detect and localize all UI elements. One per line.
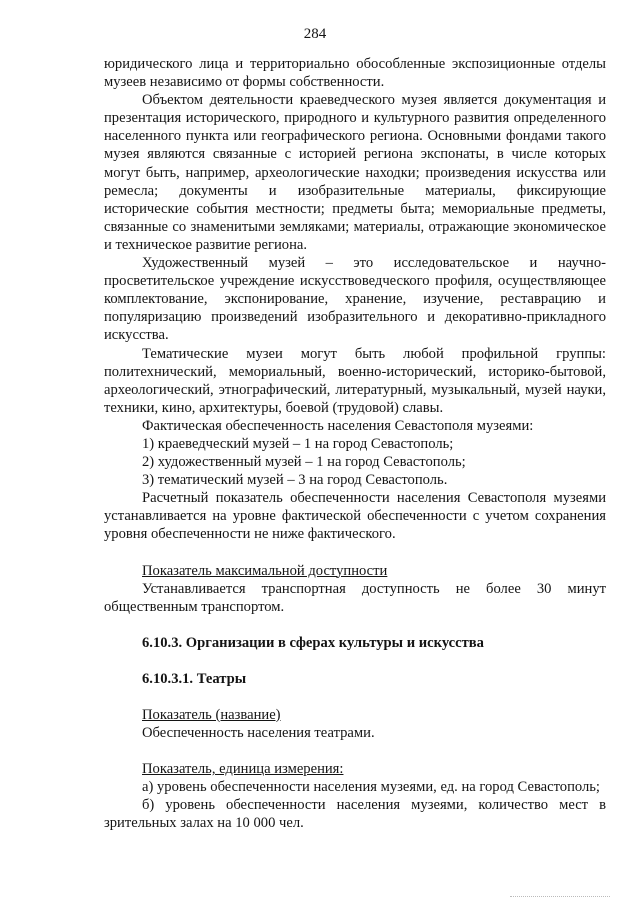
name-text: Обеспеченность населения театрами. — [142, 725, 375, 742]
paragraph-museum-ownership: юридического лица и территориально обособленные экспозиционные отделы музеев независимо от формы собственности. — [104, 56, 606, 91]
name-label-text: Показатель (название) — [142, 707, 281, 723]
paragraph-calculated-indicator: Расчетный показатель обеспеченности населения Севастополя музеями устанавливается на уровне фактической обеспеченности с учетом сохранения уровня обеспеченности не ниже фактического. — [104, 490, 606, 543]
paragraph-local-history-museum: Объектом деятельности краеведческого музея является документация и презентация исторического, природного и культурного развития определенного населенного пункта или географического региона. Основными фондами такого музея являются связанные с историей региона экспонаты, в числе которых могут быть, например, археологические находки; произведения искусства или ремесла; документы и изобразительные материалы, фиксирующие исторические события местности; предметы быта; мемориальные предметы, связанные со знаменитыми земляками; материалы, отражающие экономическое и техническое развитие региона. — [104, 92, 606, 253]
paragraph-actual-provision: Фактическая обеспеченность населения Севастополя музеями: — [142, 417, 534, 434]
unit-label — [104, 760, 606, 778]
paragraph-art-museum: Художественный музей – это исследовательское и научно-просветительское учреждение искусствоведческого профиля, осуществляющее комплектование, экспонирование, хранение, изучение, реставрацию и популяризацию произведений изобразительного и декоративно-прикладного искусства. — [104, 255, 606, 344]
section-heading: 6.10.3. Организации в сферах культуры и искусства — [142, 634, 484, 651]
spacer — [104, 544, 606, 562]
list-item-art-museum: 2) художественный музей – 1 на город Севастополь; — [142, 454, 466, 471]
spacer — [104, 688, 606, 706]
name-label — [104, 706, 606, 724]
paragraph-thematic-museums: Тематические музеи могут быть любой профильной группы: политехнический, мемориальный, военно-исторический, историко-бытовой, археологический, этнографический, литературный, музыкальный, музей науки, техники, кино, архитектуры, боевой (трудовой) славы. — [104, 345, 606, 416]
unit-item-a: а) уровень обеспеченности населения музеями, ед. на город Севастополь; — [142, 779, 600, 796]
spacer — [104, 616, 606, 634]
access-text: Устанавливается транспортная доступность не более 30 минут общественным транспортом. — [104, 580, 606, 615]
unit-label-text: Показатель, единица измерения: — [142, 761, 344, 778]
document-body — [104, 55, 606, 833]
list-item-local-history: 1) краеведческий музей – 1 на город Севастополь; — [142, 435, 454, 452]
access-label — [104, 562, 606, 580]
unit-item-b: б) уровень обеспеченности населения музеями, количество мест в зрительных залах на 10 000 чел. — [104, 797, 606, 832]
page-number: 284 — [303, 26, 327, 42]
subsection-heading: 6.10.3.1. Театры — [142, 670, 247, 687]
access-label-text: Показатель максимальной доступности — [142, 562, 388, 579]
list-item-thematic-museum: 3) тематический музей – 3 на город Севастополь. — [142, 472, 448, 489]
scan-artifact — [510, 896, 610, 901]
spacer — [104, 652, 606, 670]
spacer — [104, 742, 606, 760]
